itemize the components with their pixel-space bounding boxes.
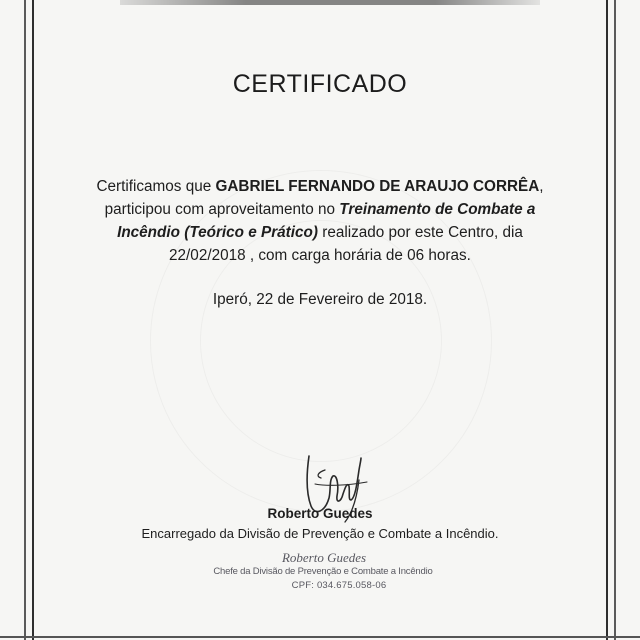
signer-name: Roberto Guedes xyxy=(267,506,373,521)
place-and-date: Iperó, 22 de Fevereiro de 2018. xyxy=(212,291,428,308)
scan-edge-strip xyxy=(120,0,540,5)
stamp-name: Roberto Guedes xyxy=(281,550,367,565)
body-realized: realizado por este Centro, dia xyxy=(317,224,523,241)
bottom-border xyxy=(0,636,640,638)
course-name-part1: Treinamento de Combate a xyxy=(339,201,536,218)
official-stamp xyxy=(0,551,640,593)
signer-role: Encarregado da Divisão de Prevenção e Combate a Incêndio. xyxy=(141,526,499,541)
stamp-cpf: CPF: 034.675.058-06 xyxy=(291,580,387,591)
body-intro: Certificamos que xyxy=(96,178,216,195)
recipient-name: GABRIEL FERNANDO DE ARAUJO CORRÊA xyxy=(215,178,540,195)
certificate-body xyxy=(70,175,570,267)
body-participation: participou com aproveitamento no xyxy=(104,201,340,218)
body-comma: , xyxy=(539,178,544,195)
stamp-role: Chefe da Divisão de Prevenção e Combate a Incêndio xyxy=(213,566,433,577)
body-date-hours: 22/02/2018 , com carga horária de 06 horas. xyxy=(169,247,471,264)
certificate-title: CERTIFICADO xyxy=(232,70,408,98)
course-name-part2: Incêndio (Teórico e Prático) xyxy=(117,224,318,241)
